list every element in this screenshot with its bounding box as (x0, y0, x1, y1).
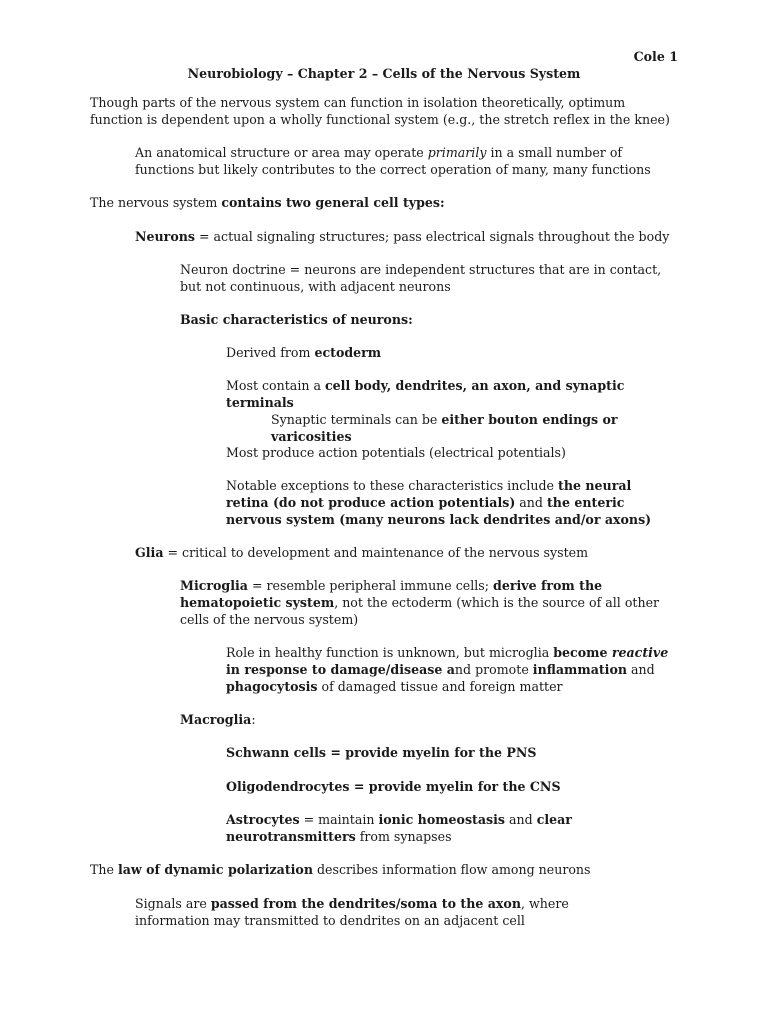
text-segment: in response to damage/disease a (226, 662, 455, 677)
paragraph-microglia (180, 577, 670, 628)
text-segment: Oligodendrocytes = provide myelin for the CNS (226, 779, 561, 794)
text-segment: clear neurotransmitters (226, 812, 572, 844)
text-segment: ectoderm (314, 345, 382, 360)
text-segment: = resemble peripheral immune cells; (247, 578, 494, 593)
paragraph-intro (90, 94, 680, 128)
text-segment: Role in healthy function is unknown, but microglia (226, 645, 554, 660)
text-segment: Notable exceptions to these characteristics include (226, 478, 559, 493)
text-segment: Macroglia (180, 712, 252, 727)
paragraph-synaptic-terminals (271, 411, 691, 445)
text-segment: describes information flow among neurons (312, 862, 591, 877)
text-segment: Neuron doctrine = neurons are independent structures that are in contact, but not continuous, with adjacent neurons (180, 262, 662, 294)
text-segment: The (90, 862, 118, 877)
text-segment: : (251, 712, 256, 727)
text-segment: Derived from (226, 345, 315, 360)
text-segment: ionic homeostasis (378, 812, 505, 827)
text-segment: of damaged tissue and foreign matter (317, 679, 563, 694)
paragraph-notable-exceptions (226, 477, 670, 528)
text-segment: phagocytosis (226, 679, 318, 694)
paragraph-signals-passed (135, 895, 640, 929)
text-segment: law of dynamic polarization (117, 862, 313, 877)
text-segment: and (627, 662, 655, 677)
text-segment: reactive (611, 645, 669, 660)
text-segment: Signals are (135, 896, 211, 911)
text-segment: in a small number of functions but likely contributes to the correct operation of many, many functions (135, 145, 651, 177)
text-segment: become (553, 645, 612, 660)
text-segment: Microglia (180, 578, 248, 593)
paragraph-dynamic-polarization (90, 861, 680, 878)
document-title: Neurobiology – Chapter 2 – Cells of the Nervous System (187, 66, 581, 81)
paragraph-basic-characteristics (180, 311, 680, 328)
text-segment: the neural retina (do not produce action potentials) (226, 478, 632, 510)
paragraph-neuron-doctrine (180, 261, 680, 295)
text-segment: = actual signaling structures; pass electrical signals throughout the body (194, 229, 670, 244)
paragraph-most-contain (226, 377, 680, 411)
paragraph-anatomical-structure (135, 144, 680, 178)
text-segment: Synaptic terminals can be (271, 412, 442, 427)
text-segment: inflammation (532, 662, 628, 677)
text-segment: cell body, dendrites, an axon, and synaptic terminals (226, 378, 625, 410)
text-segment: passed from the dendrites/soma to the axon (210, 896, 521, 911)
text-segment: Neurons (135, 229, 195, 244)
text-segment: , where information may transmitted to dendrites on an adjacent cell (135, 896, 569, 928)
text-segment: from synapses (355, 829, 452, 844)
text-segment: Most contain a (226, 378, 325, 393)
text-segment: Astrocytes (226, 812, 300, 827)
paragraph-action-potentials (226, 444, 680, 461)
paragraph-glia (135, 544, 680, 561)
paragraph-schwann-cells (226, 744, 680, 761)
text-segment: Glia (135, 545, 164, 560)
text-segment: , not the ectoderm (which is the source of all other cells of the nervous system) (180, 595, 660, 627)
text-segment: Basic characteristics of neurons: (180, 312, 413, 327)
text-segment: contains two general cell types: (221, 195, 445, 210)
paragraph-oligodendrocytes (226, 778, 680, 795)
paragraph-astrocytes (226, 811, 680, 845)
text-segment: derive from the hematopoietic system (180, 578, 603, 610)
text-segment: An anatomical structure or area may operate (135, 145, 428, 160)
paragraph-neurons (135, 228, 680, 245)
text-segment: Though parts of the nervous system can function in isolation theoretically, optimum function is dependent upon a wholly functional system (e.g., the stretch reflex in the knee) (90, 95, 670, 127)
text-segment: and (505, 812, 537, 827)
text-segment: The nervous system (90, 195, 222, 210)
paragraph-derived-from (226, 344, 680, 361)
text-segment: and (515, 495, 547, 510)
text-segment: = maintain (299, 812, 379, 827)
paragraph-cell-types (90, 194, 680, 211)
text-segment: either bouton endings or varicosities (271, 412, 618, 444)
paragraph-microglia-role (226, 644, 670, 695)
text-segment: Schwann cells = provide myelin for the PNS (226, 745, 537, 760)
text-segment: primarily (427, 145, 487, 160)
text-segment: nd promote (454, 662, 533, 677)
text-segment: the enteric nervous system (many neurons lack dendrites and/or axons) (226, 495, 652, 527)
paragraph-macroglia (180, 711, 680, 728)
text-segment: = critical to development and maintenance of the nervous system (163, 545, 589, 560)
text-segment: Most produce action potentials (electrical potentials) (226, 445, 566, 460)
page-number-header: Cole 1 (633, 49, 678, 64)
